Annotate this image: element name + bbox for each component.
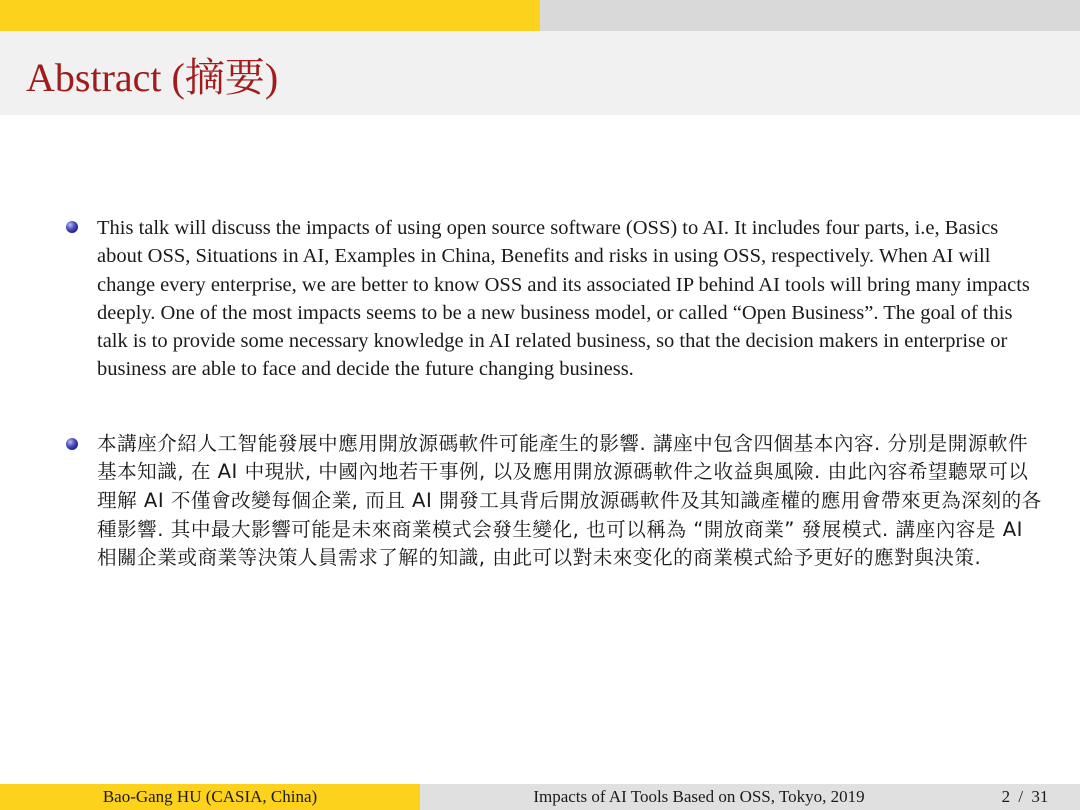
footer-talk-title: Impacts of AI Tools Based on OSS, Tokyo, 2019 (533, 787, 865, 806)
footer-info (420, 784, 1080, 810)
bullet-list (66, 214, 1046, 573)
footer-author: Bao-Gang HU (CASIA, China) (0, 784, 420, 810)
list-item (66, 214, 1046, 384)
list-item (66, 430, 1046, 573)
progress-bar (0, 0, 1080, 31)
footer (0, 784, 1080, 810)
abstract-chinese: 本講座介紹人工智能發展中應用開放源碼軟件可能產生的影響. 講座中包含四個基本內容. 分別是開源軟件基本知識, 在 AI 中現狀, 中國內地若干事例, 以及應用開放源碼軟件之收益與風險. 由此內容希望聽眾可以理解 AI 不僅會改變每個企業, 而且 AI 開發工具背后開放源碼軟件及其知識產權的應用會帶來更為深刻的各種影響. 其中最大影響可能是未來商業模式会發生變化, 也可以稱為 “開放商業” 發展模式. 講座內容是 AI 相關企業或商業等決策人員需求了解的知識, 由此可以對未來变化的商業模式給予更好的應對與決策. (97, 431, 1042, 570)
abstract-english: This talk will discuss the impacts of using open source software (OSS) to AI. It includes four parts, i.e, Basics about OSS, Situations in AI, Examples in China, Benefits and risks in using OSS, respectively. When AI will change every enterprise, we are better to know OSS and its associated IP behind AI tools will bring many impacts deeply. One of the most impacts seems to be a new business model, or called “Open Business”. The goal of this talk is to provide some necessary knowledge in AI related business, so that the decision makers in enterprise or business are able to face and decide the future changing business. (97, 217, 1030, 381)
bullet-icon (66, 221, 78, 233)
page-number: 2 / 31 (1001, 787, 1049, 806)
bullet-icon (66, 438, 78, 450)
slide-title: Abstract (摘要) (26, 55, 279, 100)
progress-fill (0, 0, 540, 31)
